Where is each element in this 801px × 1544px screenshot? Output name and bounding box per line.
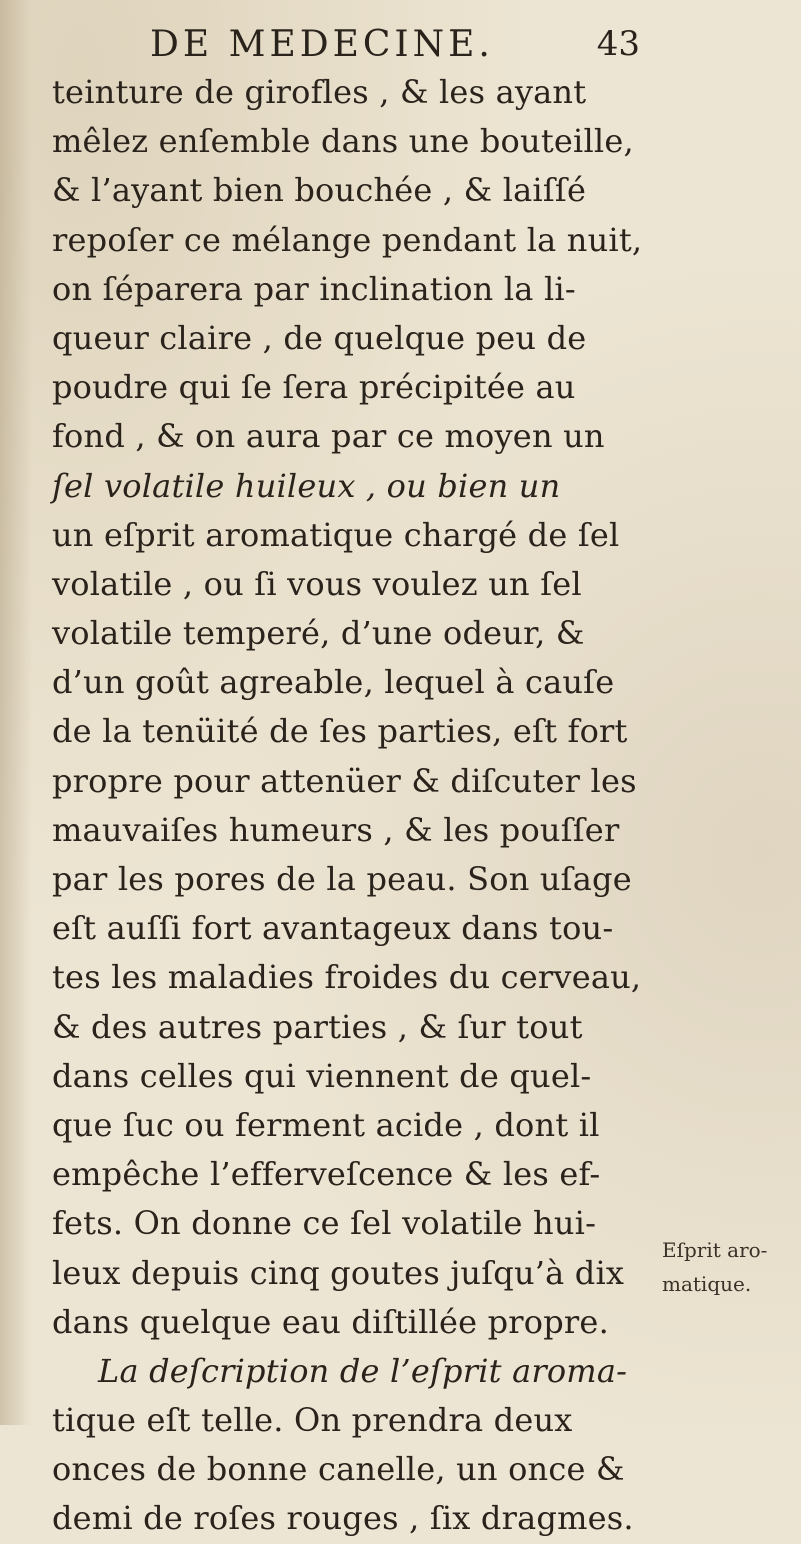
margin-note-line: matique.	[662, 1272, 752, 1296]
text-line: empêche l’efferveſcence & les ef-	[52, 1155, 601, 1194]
text-line: & des autres parties , & ſur tout	[52, 1007, 583, 1046]
text-line-italic: ſel volatile huileux , ou bien un	[52, 466, 561, 505]
text-line: dans quelque eau diſtillée propre.	[52, 1302, 609, 1341]
text-line: un eſprit aromatique chargé de ſel	[52, 515, 620, 554]
text-line: on ſéparera par inclination la li-	[52, 269, 576, 308]
text-line: d’un goût agreable, lequel à cauſe	[52, 663, 615, 702]
text-line: onces de bonne canelle, un once &	[52, 1450, 625, 1489]
text-line: leux depuis cinq goutes juſqu’à dix	[52, 1253, 625, 1292]
running-head: DE MEDECINE.	[150, 24, 494, 65]
text-line: poudre qui ſe ſera précipitée au	[52, 368, 576, 407]
text-line: volatile temperé, d’une odeur, &	[52, 614, 585, 653]
text-line: tes les maladies froides du cerveau,	[52, 958, 642, 997]
page-header	[150, 18, 640, 72]
text-line: dans celles qui viennent de quel-	[52, 1056, 592, 1095]
body-text	[52, 68, 643, 1544]
text-line: tique eſt telle. On prendra deux	[52, 1401, 573, 1440]
text-line: par les pores de la peau. Son uſage	[52, 860, 632, 898]
text-line: fets. On donne ce ſel volatile hui-	[52, 1204, 597, 1243]
section-heading-italic: La deſcription de l’eſprit aroma-	[98, 1351, 628, 1390]
text-line: eſt auſſi fort avantageux dans tou-	[52, 909, 614, 948]
text-line: queur claire , de quelque peu de	[52, 318, 587, 357]
margin-note-line: Eſprit aro-	[662, 1238, 768, 1262]
margin-note	[662, 1233, 797, 1301]
text-line: que ſuc ou ferment acide , dont il	[52, 1105, 600, 1144]
text-line: demi de roſes rouges , ſix dragmes.	[52, 1499, 634, 1538]
text-line: mêlez enſemble dans une bouteille,	[52, 122, 634, 161]
text-line: de la tenüité de ſes parties, eſt fort	[52, 712, 628, 751]
text-line: & l’ayant bien bouchée , & laiſſé	[52, 171, 587, 210]
text-line: repoſer ce mélange pendant la nuit,	[52, 220, 643, 259]
text-line: volatile , ou ſi vous voulez un ſel	[52, 564, 582, 603]
text-line: propre pour attenüer & diſcuter les	[52, 761, 637, 800]
page-edge-shadow	[0, 0, 32, 1425]
text-line: teinture de girofles , & les ayant	[52, 73, 587, 111]
page-number: 43	[596, 24, 640, 64]
text-line: fond , & on aura par ce moyen un	[52, 417, 605, 456]
text-line: mauvaiſes humeurs , & les pouſſer	[52, 810, 620, 849]
